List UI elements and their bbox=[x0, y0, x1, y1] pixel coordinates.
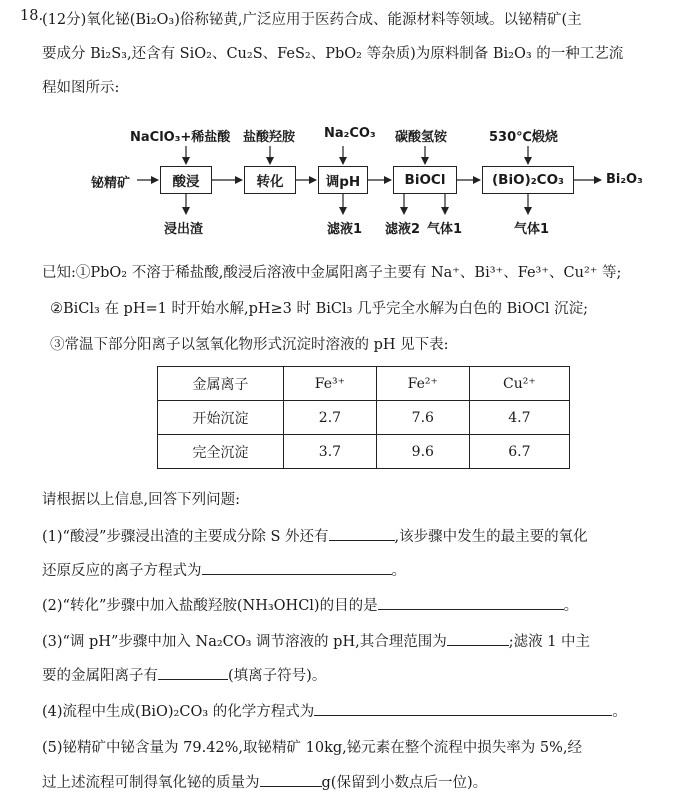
residue-label: 浸出渣 bbox=[164, 222, 204, 237]
intro-line-3: 程如图所示: bbox=[42, 80, 120, 96]
table-row bbox=[158, 435, 570, 469]
q5-blank[interactable] bbox=[260, 772, 322, 787]
q4-text-a: (4)流程中生成(BiO)₂CO₃ 的化学方程式为 bbox=[42, 704, 315, 720]
question-number: 18. bbox=[20, 8, 44, 24]
q3-blank-2[interactable] bbox=[158, 665, 228, 680]
reagent-label-5: 530℃煅烧 bbox=[489, 130, 558, 145]
q1-blank-2[interactable] bbox=[202, 560, 392, 575]
q1-text-d: 。 bbox=[391, 563, 406, 579]
step-bio2co3: (BiO)₂CO₃ bbox=[482, 166, 574, 194]
table-cell: 6.7 bbox=[469, 435, 569, 469]
step-biocl: BiOCl bbox=[393, 166, 457, 194]
known-line-1: 已知:①PbO₂ 不溶于稀盐酸,酸浸后溶液中金属阳离子主要有 Na⁺、Bi³⁺、Fe³⁺、Cu²⁺ 等; bbox=[42, 265, 622, 281]
q2-blank[interactable] bbox=[378, 595, 564, 610]
gas-1-label-a: 气体1 bbox=[427, 222, 463, 237]
table-cell: 开始沉淀 bbox=[158, 401, 284, 435]
q3-text-d: (填离子符号)。 bbox=[228, 668, 327, 684]
intro-line-1: (12分)氧化铋(Bi₂O₃)俗称铋黄,广泛应用于医药合成、能源材料等领域。以铋精矿(主 bbox=[42, 12, 582, 28]
table-header-cell: Fe²⁺ bbox=[376, 367, 469, 401]
q4-blank[interactable] bbox=[314, 701, 612, 716]
q3-line-1 bbox=[42, 630, 590, 651]
q3-blank-1[interactable] bbox=[447, 631, 509, 646]
q5-line-2 bbox=[42, 771, 487, 792]
answer-prompt: 请根据以上信息,回答下列问题: bbox=[42, 492, 240, 508]
q4-text-b: 。 bbox=[612, 704, 627, 720]
gas-1-label-b: 气体1 bbox=[514, 222, 550, 237]
step-convert: 转化 bbox=[244, 166, 296, 194]
table-header-cell: Fe³⁺ bbox=[284, 367, 377, 401]
q3-line-2 bbox=[42, 664, 326, 685]
q5-text-b: 过上述流程可制得氧化铋的质量为 bbox=[42, 775, 260, 791]
table-cell: 2.7 bbox=[284, 401, 377, 435]
q1-blank-1[interactable] bbox=[329, 526, 395, 541]
table-row bbox=[158, 401, 570, 435]
known-line-3: ③常温下部分阳离子以氢氧化物形式沉淀时溶液的 pH 见下表: bbox=[50, 337, 449, 353]
known-line-2: ②BiCl₃ 在 pH=1 时开始水解,pH≥3 时 BiCl₃ 几乎完全水解为白色的 BiOCl 沉淀; bbox=[50, 301, 589, 317]
table-cell: 4.7 bbox=[469, 401, 569, 435]
filtrate-2-label: 滤液2 bbox=[385, 222, 421, 237]
q4-line bbox=[42, 700, 627, 721]
reagent-label-2: 盐酸羟胺 bbox=[243, 130, 296, 145]
table-header-cell: 金属离子 bbox=[158, 367, 284, 401]
intro-line-2: 要成分 Bi₂S₃,还含有 SiO₂、Cu₂S、FeS₂、PbO₂ 等杂质)为原料制备 Bi₂O₃ 的一种工艺流 bbox=[42, 46, 624, 62]
q1-text-c: 还原反应的离子方程式为 bbox=[42, 563, 202, 579]
table-cell: 3.7 bbox=[284, 435, 377, 469]
q1-line-2 bbox=[42, 559, 406, 580]
table-cell: 9.6 bbox=[376, 435, 469, 469]
raw-material-label: 铋精矿 bbox=[91, 176, 131, 191]
table-header-cell: Cu²⁺ bbox=[469, 367, 569, 401]
step-adjust-ph: 调pH bbox=[318, 166, 368, 194]
filtrate-1-label: 滤液1 bbox=[327, 222, 363, 237]
q3-text-c: 要的金属阳离子有 bbox=[42, 668, 158, 684]
q5-text-c: g(保留到小数点后一位)。 bbox=[321, 775, 488, 791]
q5-line-1: (5)铋精矿中铋含量为 79.42%,取铋精矿 10kg,铋元素在整个流程中损失率为 5%,经 bbox=[42, 740, 583, 756]
q1-text-a: (1)“酸浸”步骤浸出渣的主要成分除 S 外还有 bbox=[42, 529, 329, 545]
table-header-row bbox=[158, 367, 570, 401]
reagent-label-1: NaClO₃+稀盐酸 bbox=[130, 130, 231, 145]
product-label: Bi₂O₃ bbox=[606, 172, 643, 187]
q2-text-a: (2)“转化”步骤中加入盐酸羟胺(NH₃OHCl)的目的是 bbox=[42, 598, 378, 614]
reagent-label-3: Na₂CO₃ bbox=[324, 126, 376, 141]
q1-text-b: ,该步骤中发生的最主要的氧化 bbox=[394, 529, 588, 545]
q3-text-b: ;滤液 1 中主 bbox=[508, 634, 591, 650]
step-acid-leach: 酸浸 bbox=[160, 166, 212, 194]
table-cell: 完全沉淀 bbox=[158, 435, 284, 469]
ph-table bbox=[157, 366, 570, 469]
q2-line bbox=[42, 594, 578, 615]
q2-text-b: 。 bbox=[563, 598, 579, 614]
table-cell: 7.6 bbox=[376, 401, 469, 435]
q3-text-a: (3)“调 pH”步骤中加入 Na₂CO₃ 调节溶液的 pH,其合理范围为 bbox=[42, 634, 447, 650]
q1-line-1 bbox=[42, 525, 588, 546]
reagent-label-4: 碳酸氢铵 bbox=[395, 130, 448, 145]
